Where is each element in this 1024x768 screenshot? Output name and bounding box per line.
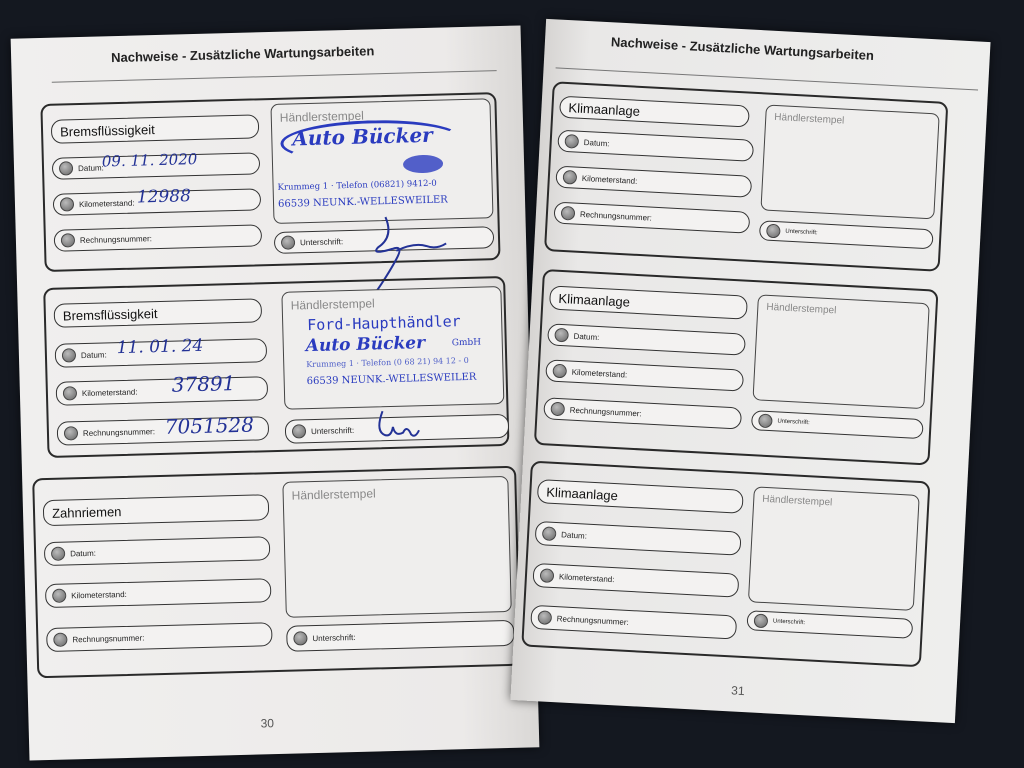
- mileage-label: Kilometerstand:: [571, 367, 628, 380]
- mileage-label: Kilometerstand:: [78, 198, 135, 209]
- maintenance-card-ac-3: [521, 461, 930, 668]
- bullet-icon: [754, 614, 769, 629]
- page-title: Nachweise - Zusätzliche Wartungsarbeiten: [110, 43, 375, 66]
- mileage-label: Kilometerstand:: [581, 173, 638, 186]
- date-field[interactable]: [547, 323, 746, 355]
- bullet-icon: [540, 568, 555, 583]
- mileage-label: Kilometerstand:: [558, 571, 615, 584]
- section-title: Klimaanlage: [549, 285, 748, 319]
- stamp-address: Krummeg 1 · Telefon (06821) 9412-0: [277, 178, 437, 193]
- bullet-icon: [64, 426, 78, 440]
- dealer-stamp-box: [281, 286, 504, 410]
- bullet-icon: [564, 134, 579, 149]
- stamp-company-suffix: GmbH: [451, 337, 482, 349]
- handwritten-date: 09. 11. 2020: [101, 149, 198, 171]
- signature-label: Unterschrift:: [312, 632, 356, 643]
- bullet-icon: [758, 413, 773, 428]
- mileage-field[interactable]: [56, 376, 269, 406]
- dealer-stamp-box: [752, 294, 929, 409]
- stamp-dealer-type: Ford-Haupthändler: [306, 312, 461, 335]
- ford-oval-icon: [403, 155, 443, 174]
- invoice-label: Rechnungsnummer:: [569, 405, 642, 418]
- date-field[interactable]: [557, 130, 754, 162]
- section-title: Klimaanlage: [537, 479, 744, 514]
- dealer-stamp-box: [748, 486, 920, 611]
- dealer-stamp-box: [282, 476, 511, 618]
- invoice-number-field[interactable]: [54, 224, 263, 251]
- invoice-number-field[interactable]: [543, 397, 742, 429]
- date-label: Datum:: [70, 548, 97, 558]
- invoice-number-field[interactable]: [46, 622, 273, 652]
- section-title: Klimaanlage: [559, 96, 750, 128]
- signature-label: Unterschrift:: [299, 236, 344, 247]
- date-label: Datum:: [573, 331, 600, 342]
- signature-label: Unterschrift:: [777, 418, 810, 427]
- handwritten-mileage: 37891: [171, 371, 236, 397]
- bullet-icon: [52, 589, 66, 603]
- maintenance-card-brake-fluid-2: [43, 276, 509, 458]
- date-field[interactable]: [44, 536, 271, 566]
- invoice-label: Rechnungsnummer:: [82, 426, 156, 438]
- mileage-label: Kilometerstand:: [71, 589, 127, 600]
- invoice-number-field[interactable]: [530, 605, 737, 640]
- bullet-icon: [60, 197, 74, 211]
- handwritten-mileage: 12988: [136, 186, 192, 208]
- bullet-icon: [292, 424, 306, 438]
- bullet-icon: [63, 386, 77, 400]
- stamp-label: Händlerstempel: [291, 486, 376, 503]
- bullet-icon: [293, 631, 307, 645]
- bullet-icon: [281, 235, 295, 249]
- title-rule: [52, 70, 497, 83]
- stamp-address: Krummeg 1 · Telefon (0 68 21) 94 12 - 0: [306, 355, 469, 370]
- date-label: Datum:: [80, 349, 107, 360]
- signature-label: Unterschrift:: [772, 618, 806, 627]
- signature-label: Unterschrift:: [785, 228, 818, 237]
- mileage-field[interactable]: [45, 578, 272, 608]
- signature-field[interactable]: [751, 410, 924, 439]
- maintenance-card-brake-fluid-1: [40, 92, 500, 272]
- right-page: [510, 19, 990, 723]
- mileage-label: Kilometerstand:: [81, 387, 138, 398]
- left-page: [11, 25, 540, 760]
- bullet-icon: [542, 526, 557, 541]
- bullet-icon: [563, 170, 578, 185]
- date-label: Datum:: [77, 162, 104, 173]
- section-title: Bremsflüssigkeit: [54, 298, 263, 327]
- page-number: 30: [260, 716, 275, 731]
- stamp-label: Händlerstempel: [774, 111, 845, 127]
- signature-field[interactable]: [759, 220, 934, 249]
- mileage-field[interactable]: [545, 359, 744, 391]
- dealer-stamp-box: [760, 104, 939, 219]
- stamp-label: Händlerstempel: [279, 108, 364, 125]
- handwritten-invoice: 7051528: [164, 412, 255, 439]
- date-label: Datum:: [583, 137, 610, 148]
- stamp-label: Händlerstempel: [766, 301, 837, 317]
- stamp-brand: Auto Bücker: [305, 333, 426, 357]
- bullet-icon: [62, 348, 76, 362]
- page-title: Nachweise - Zusätzliche Wartungsarbeiten: [610, 34, 875, 64]
- maintenance-card-ac-2: [534, 269, 939, 465]
- invoice-label: Rechnungsnummer:: [79, 233, 153, 245]
- bullet-icon: [59, 161, 73, 175]
- page-number: 31: [730, 683, 745, 699]
- signature-label: Unterschrift:: [310, 425, 355, 436]
- bullet-icon: [766, 224, 781, 239]
- date-field[interactable]: [535, 521, 742, 556]
- handwritten-date: 11. 01. 24: [116, 335, 204, 359]
- signature-field[interactable]: [746, 610, 913, 639]
- bullet-icon: [51, 547, 65, 561]
- section-title: Zahnriemen: [43, 494, 270, 526]
- stamp-label: Händlerstempel: [290, 296, 375, 313]
- maintenance-card-timing-belt: [32, 466, 521, 679]
- invoice-label: Rechnungsnummer:: [556, 613, 629, 627]
- mileage-field[interactable]: [532, 563, 739, 598]
- signature-scribble-icon: [368, 404, 439, 446]
- bullet-icon: [537, 610, 552, 625]
- bullet-icon: [61, 233, 75, 247]
- bullet-icon: [554, 328, 569, 343]
- stamp-brand: Auto Bücker: [292, 122, 433, 151]
- bullet-icon: [53, 633, 67, 647]
- invoice-label: Rechnungsnummer:: [72, 633, 145, 644]
- signature-field[interactable]: [286, 620, 515, 652]
- invoice-number-field[interactable]: [553, 202, 750, 234]
- bullet-icon: [550, 402, 565, 417]
- section-title: Bremsflüssigkeit: [51, 114, 260, 143]
- maintenance-card-ac-1: [544, 81, 948, 271]
- stamp-city: 66539 NEUNK.-WELLESWEILER: [306, 371, 477, 388]
- invoice-label: Rechnungsnummer:: [579, 209, 653, 223]
- mileage-field[interactable]: [555, 166, 752, 198]
- stamp-label: Händlerstempel: [762, 493, 833, 509]
- bullet-icon: [561, 206, 576, 221]
- date-label: Datum:: [560, 529, 588, 541]
- bullet-icon: [552, 364, 567, 379]
- stamp-city: 66539 NEUNK.-WELLESWEILER: [277, 194, 448, 210]
